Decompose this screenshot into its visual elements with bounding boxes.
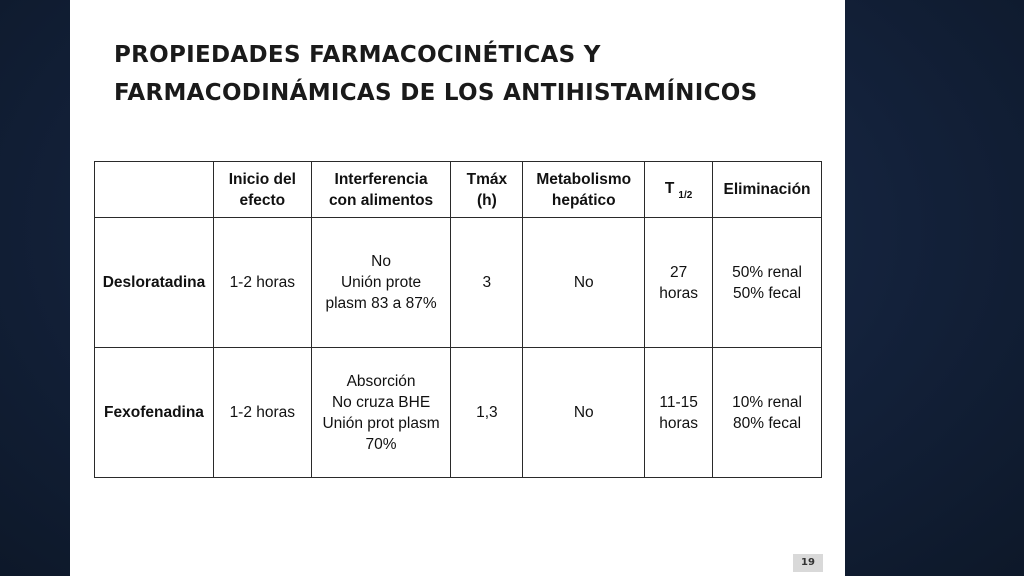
food-interference-cell: No Unión prote plasm 83 a 87% xyxy=(311,218,451,348)
header-elimination: Eliminación xyxy=(713,162,822,218)
table-header-row xyxy=(95,162,822,218)
title-line: FARMACODINÁMICAS DE LOS ANTIHISTAMÍNICOS xyxy=(114,80,758,106)
elimination-cell: 10% renal 80% fecal xyxy=(713,348,822,478)
half-life-cell: 11-15 horas xyxy=(645,348,713,478)
header-half-life: T $_{1/2}$ xyxy=(645,162,713,218)
title-line: PROPIEDADES FARMACOCINÉTICAS Y xyxy=(114,42,601,68)
hepatic-metabolism-cell: No xyxy=(523,218,645,348)
header-hepatic-metabolism: Metabolismo hepático xyxy=(523,162,645,218)
header-onset: Inicio del efecto xyxy=(213,162,311,218)
onset-cell: 1-2 horas xyxy=(213,218,311,348)
elimination-cell: 50% renal 50% fecal xyxy=(713,218,822,348)
tmax-cell: 1,3 xyxy=(451,348,523,478)
drug-name-cell: Fexofenadina xyxy=(95,348,214,478)
half-life-cell: 27 horas xyxy=(645,218,713,348)
slide xyxy=(70,0,845,576)
table-row xyxy=(95,218,822,348)
header-corner xyxy=(95,162,214,218)
food-interference-cell: Absorción No cruza BHE Unión prot plasm 70% xyxy=(311,348,451,478)
header-tmax: Tmáx (h) xyxy=(451,162,523,218)
antihistamine-properties-table xyxy=(94,161,822,478)
slide-title xyxy=(114,36,814,112)
table-row xyxy=(95,348,822,478)
onset-cell: 1-2 horas xyxy=(213,348,311,478)
header-food-interference: Interferencia con alimentos xyxy=(311,162,451,218)
tmax-cell: 3 xyxy=(451,218,523,348)
drug-name-cell: Desloratadina xyxy=(95,218,214,348)
hepatic-metabolism-cell: No xyxy=(523,348,645,478)
page-number: 19 xyxy=(793,554,823,572)
